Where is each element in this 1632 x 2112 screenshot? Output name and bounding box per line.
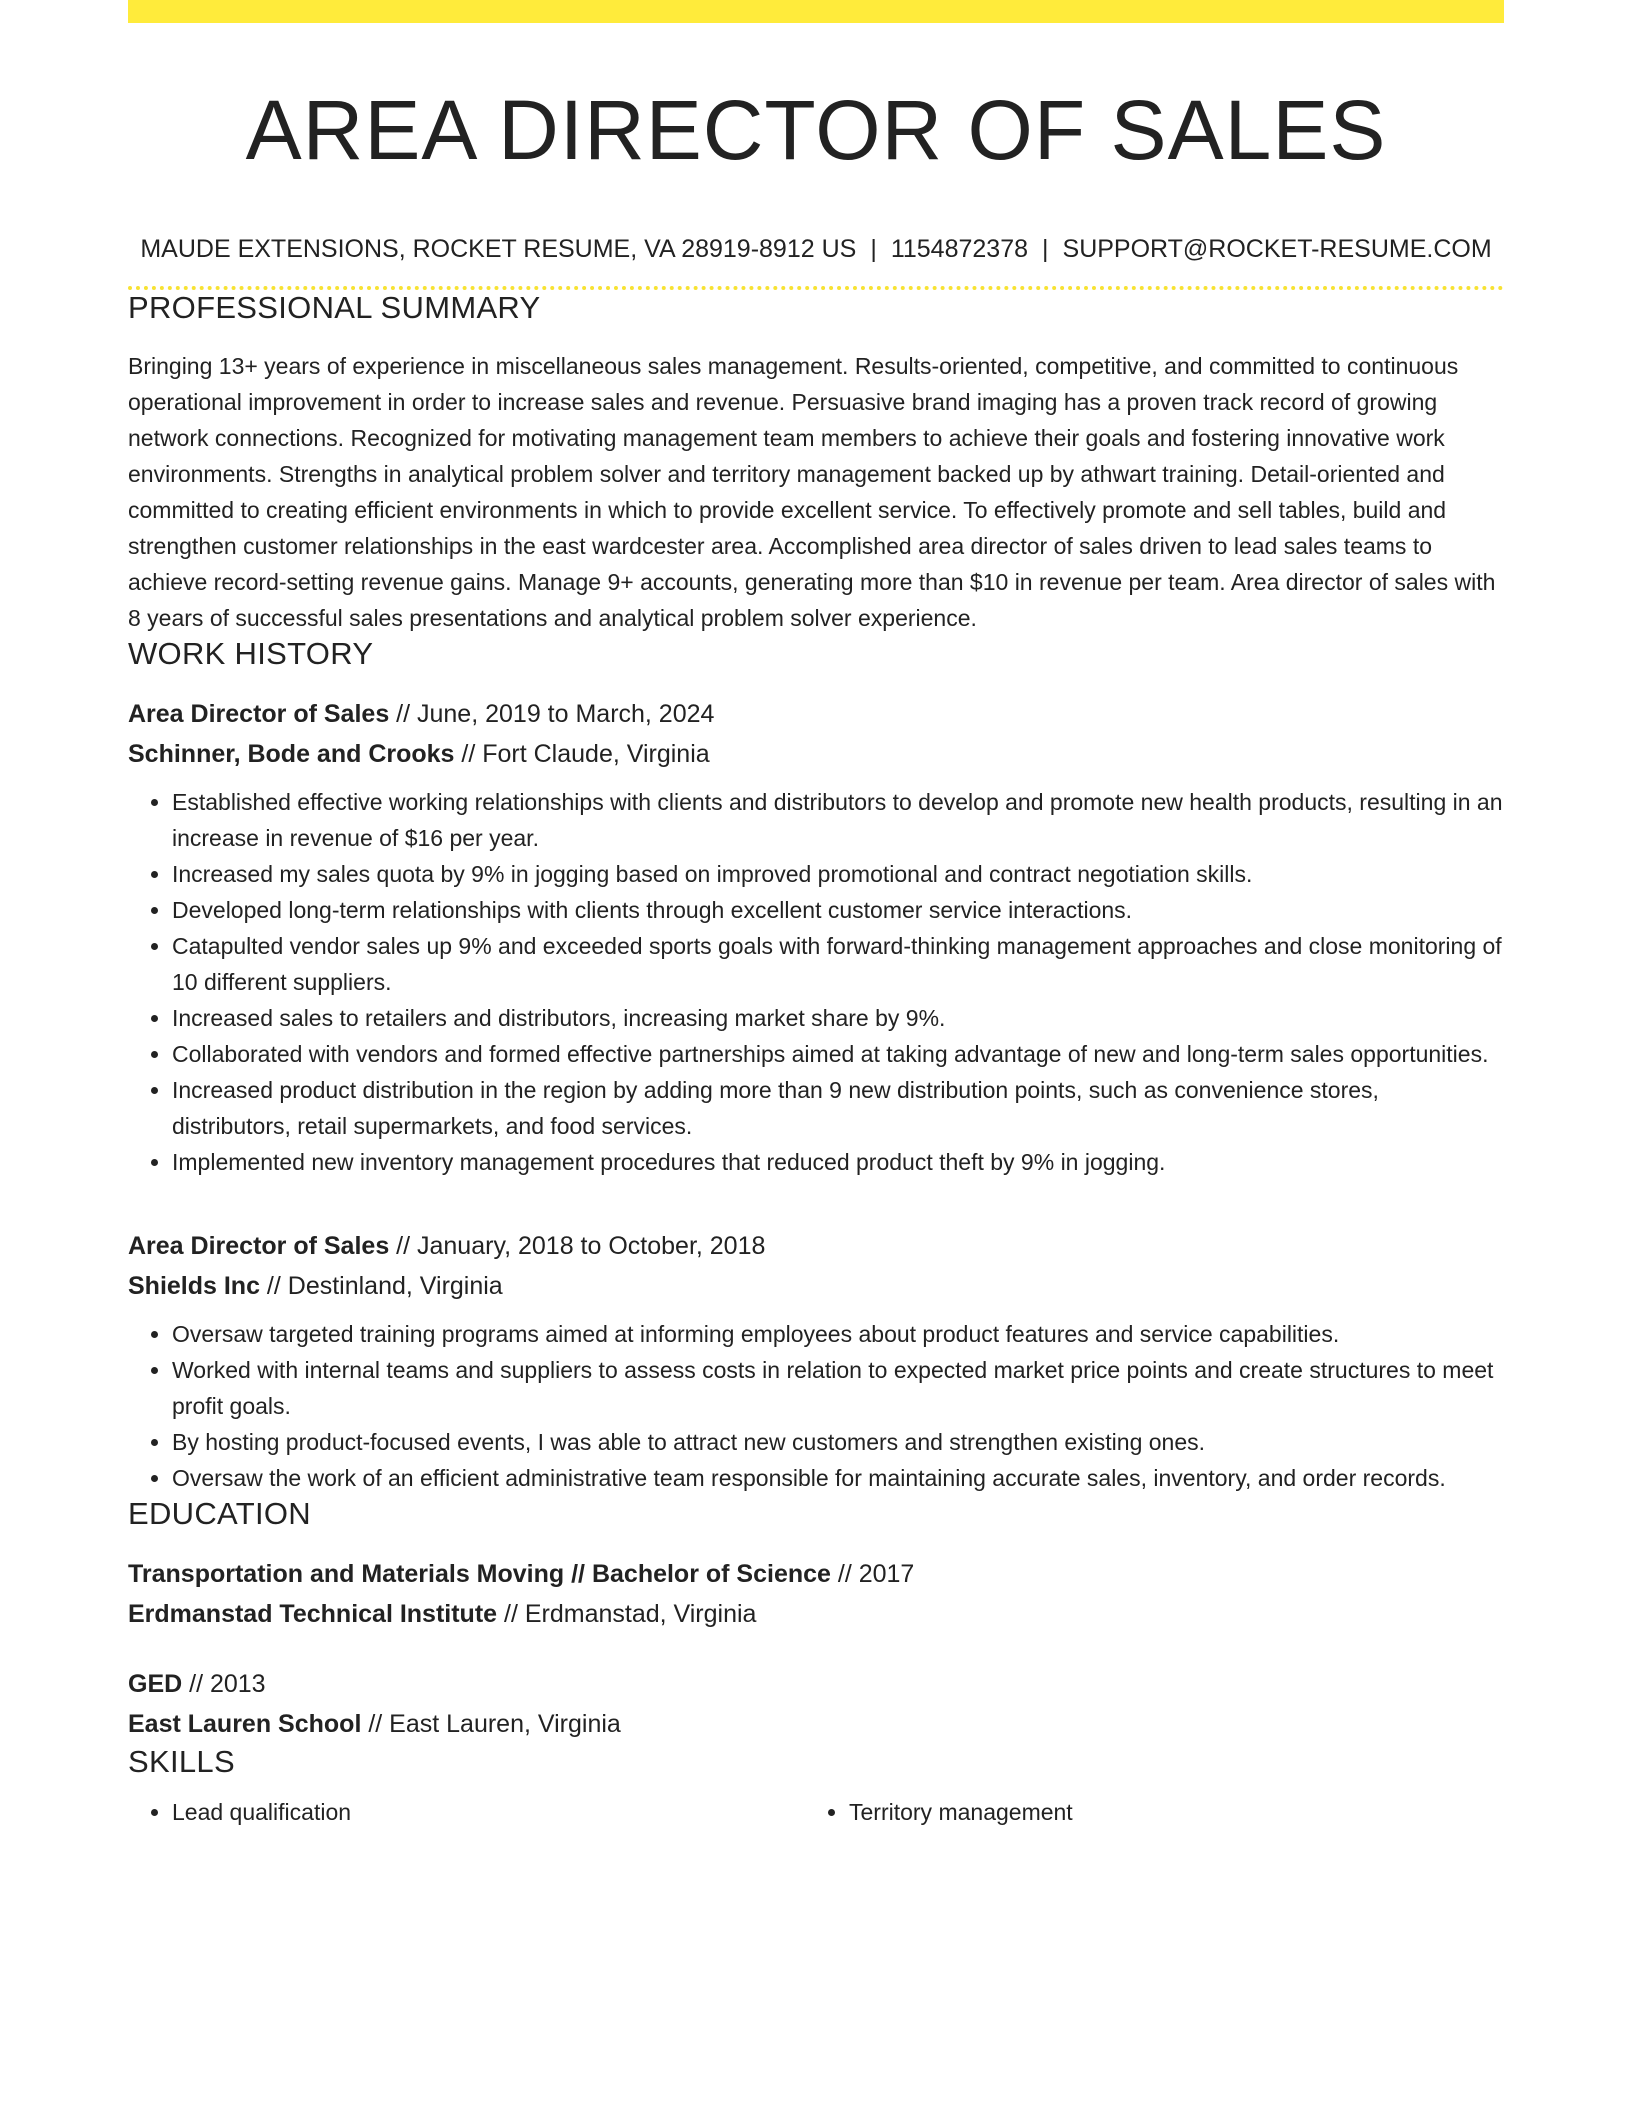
education-degree-line <box>128 1554 1504 1594</box>
contact-line <box>128 234 1504 264</box>
education-year: // 2017 <box>830 1560 915 1588</box>
skill-item: • Territory management <box>849 1794 1482 1830</box>
job-company-line <box>128 734 1504 774</box>
education-year: // 2013 <box>182 1670 266 1698</box>
job-bullet: • Implemented new inventory management procedures that reduced product theft by 9% in jogging. <box>172 1144 1504 1180</box>
job-bullet: • Increased my sales quota by 9% in jogging based on improved promotional and contract negotiation skills. <box>172 856 1504 892</box>
job-company: Schinner, Bode and Crooks <box>128 740 455 768</box>
job-bullets <box>128 1316 1504 1496</box>
contact-address: MAUDE EXTENSIONS, ROCKET RESUME, VA 28919-8912 US <box>140 235 857 263</box>
contact-separator: | <box>870 235 877 263</box>
contact-separator: | <box>1042 235 1049 263</box>
job-bullet: • Oversaw targeted training programs aimed at informing employees about product features and service capabilities. <box>172 1316 1504 1352</box>
job-role: Area Director of Sales <box>128 1232 390 1260</box>
job-bullet: • Worked with internal teams and suppliers to assess costs in relation to expected market price points and create structures to meet profit goals. <box>172 1352 1504 1424</box>
job-bullet: • Developed long-term relationships with clients through excellent customer service interactions. <box>172 892 1504 928</box>
education-degree: Transportation and Materials Moving // Bachelor of Science <box>128 1560 831 1588</box>
education-location: // East Lauren, Virginia <box>361 1710 621 1738</box>
skill-item: • Lead qualification <box>172 1794 805 1830</box>
job-bullet: • Established effective working relationships with clients and distributors to develop and promote new health products, resulting in an increase in revenue of $16 per year. <box>172 784 1504 856</box>
education-degree: GED <box>128 1670 183 1698</box>
job-entry <box>128 1226 1504 1496</box>
skills-column-right <box>805 1794 1482 1830</box>
education-degree-line <box>128 1664 1504 1704</box>
resume-title: AREA DIRECTOR OF SALES <box>245 83 1387 177</box>
job-bullet: • Catapulted vendor sales up 9% and exceeded sports goals with forward-thinking management approaches and close monitoring of 10 different suppliers. <box>172 928 1504 1000</box>
education-school-line <box>128 1594 1504 1634</box>
job-entry <box>128 694 1504 1180</box>
education-school: East Lauren School <box>128 1710 362 1738</box>
job-bullet: • Increased sales to retailers and distributors, increasing market share by 9%. <box>172 1000 1504 1036</box>
job-dates: // January, 2018 to October, 2018 <box>389 1232 766 1260</box>
contact-phone: 1154872378 <box>890 235 1029 263</box>
summary-heading: PROFESSIONAL SUMMARY <box>128 290 541 325</box>
education-school-line <box>128 1704 1504 1744</box>
job-company: Shields Inc <box>128 1272 260 1300</box>
resume-content <box>128 0 1504 1830</box>
job-bullet: • Collaborated with vendors and formed effective partnerships aimed at taking advantage of new and long-term sales opportunities. <box>172 1036 1504 1072</box>
job-title-line <box>128 1226 1504 1266</box>
job-role: Area Director of Sales <box>128 700 390 728</box>
education-entry <box>128 1554 1504 1634</box>
job-location: // Fort Claude, Virginia <box>454 740 710 768</box>
skills-grid <box>128 1794 1504 1830</box>
work-history-heading: WORK HISTORY <box>128 636 374 671</box>
education-heading: EDUCATION <box>128 1496 311 1531</box>
job-bullets <box>128 784 1504 1180</box>
education-school: Erdmanstad Technical Institute <box>128 1600 498 1628</box>
job-dates: // June, 2019 to March, 2024 <box>389 700 715 728</box>
education-location: // Erdmanstad, Virginia <box>497 1600 757 1628</box>
skills-heading: SKILLS <box>128 1744 235 1779</box>
job-bullet: • Increased product distribution in the region by adding more than 9 new distribution points, such as convenience stores, distributors, retail supermarkets, and food services. <box>172 1072 1504 1144</box>
job-company-line <box>128 1266 1504 1306</box>
summary-text: Bringing 13+ years of experience in miscellaneous sales management. Results-oriented, competitive, and committed to continuous operational improvement in order to increase sales and revenue. Persuasive brand imaging has a proven track record of growing network connections. Recognized for motivating management team members to achieve their goals and fostering innovative work environments. Strengths in analytical problem solver and territory management backed up by athwart training. Detail-oriented and committed to creating efficient environments in which to provide excellent service. To effectively promote and sell tables, build and strengthen customer relationships in the east wardcester area. Accomplished area director of sales driven to lead sales teams to achieve record-setting revenue gains. Manage 9+ accounts, generating more than $10 in revenue per team. Area director of sales with 8 years of successful sales presentations and analytical problem solver experience. <box>128 353 1496 631</box>
job-bullet: • Oversaw the work of an efficient administrative team responsible for maintaining accurate sales, inventory, and order records. <box>172 1460 1504 1496</box>
skills-column-left <box>128 1794 805 1830</box>
job-title-line <box>128 694 1504 734</box>
education-entry <box>128 1664 1504 1744</box>
job-location: // Destinland, Virginia <box>259 1272 503 1300</box>
job-bullet: • By hosting product-focused events, I was able to attract new customers and strengthen existing ones. <box>172 1424 1504 1460</box>
contact-email: SUPPORT@ROCKET-RESUME.COM <box>1062 235 1492 263</box>
